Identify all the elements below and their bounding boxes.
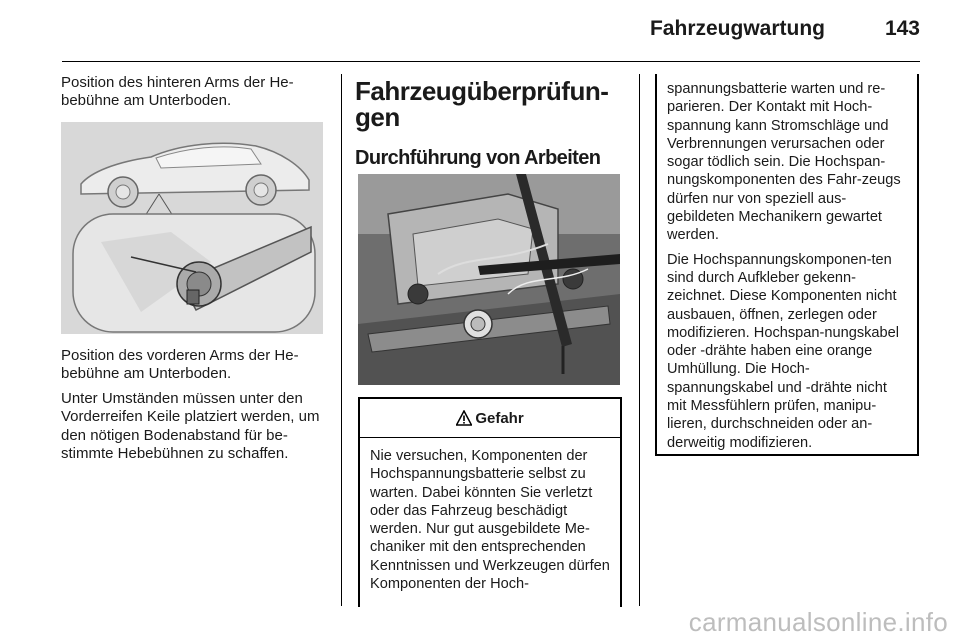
front-lift-arm-text: Position des vorderen Arms der He-bebühne am Unterboden. (61, 347, 299, 383)
warning-title: Gefahr (475, 409, 524, 427)
warning-triangle-icon (456, 410, 472, 426)
watermark: carmanualsonline.info (688, 607, 948, 637)
column-1 (61, 74, 329, 111)
rear-lift-arm-text: Position des hinteren Arms der He-bebühne am Unterboden. (61, 74, 294, 110)
danger-warning-box (358, 397, 622, 607)
warning-header (360, 399, 620, 438)
header-title: Fahrzeugwartung (649, 17, 825, 40)
engine-bay-photo (358, 174, 620, 385)
column-divider-1 (341, 74, 342, 606)
warning-text: Nie versuchen, Komponenten der Hochspannungsbatterie selbst zu warten. Dabei könnten Sie verletzt oder das Fahrzeug beschädigt werden. Nur gut ausgebildete Me-chaniker mit den entsprechenden Kenntnissen und Werkzeugen dürfen Komponenten der Hoch- (370, 448, 610, 593)
page-number: 143 (884, 17, 920, 40)
car-lift-arm-drawing (61, 122, 323, 334)
column-1-lower (61, 347, 329, 463)
wheel-chocks-text: Unter Umständen müssen unter den Vorderreifen Keile platziert werden, um den nötigen Bodenabstand für be-stimmte Hebebühnen zu schaffen. (61, 389, 320, 463)
subsection-heading: Durchführung von Arbeiten (355, 147, 601, 169)
column-divider-2 (639, 74, 640, 606)
warning-text-continued: spannungsbatterie warten und re-parieren. Der Kontakt mit Hoch-spannung kann Stromschläge und Verbrennungen verursachen oder sogar tödlich sein. Die Hochspan-nungskomponenten des Fahr-zeugs dürfen nur von speziell aus-gebildeten Mechanikern gewartet werden. (667, 81, 901, 244)
danger-warning-box-continued (655, 74, 919, 456)
engine-bay-drawing (358, 174, 620, 385)
high-voltage-components-text: Die Hochspannungskomponen-ten sind durch Aufkleber gekenn-zeichnet. Diese Komponenten nicht ausbauen, öffnen, zerlegen oder modifizieren. Hochspan-nungskabel oder -drähte haben eine orange Umhüllung. Die Hoch-spannungskabel und -drähte nicht mit Messfühlern prüfen, manipu-lieren, durchschneiden oder an-derweitig modifizieren. (667, 251, 900, 451)
lift-point-illustration (61, 122, 323, 334)
header-rule (62, 61, 920, 62)
section-heading: Fahrzeugüberprüfun-gen (355, 76, 609, 132)
